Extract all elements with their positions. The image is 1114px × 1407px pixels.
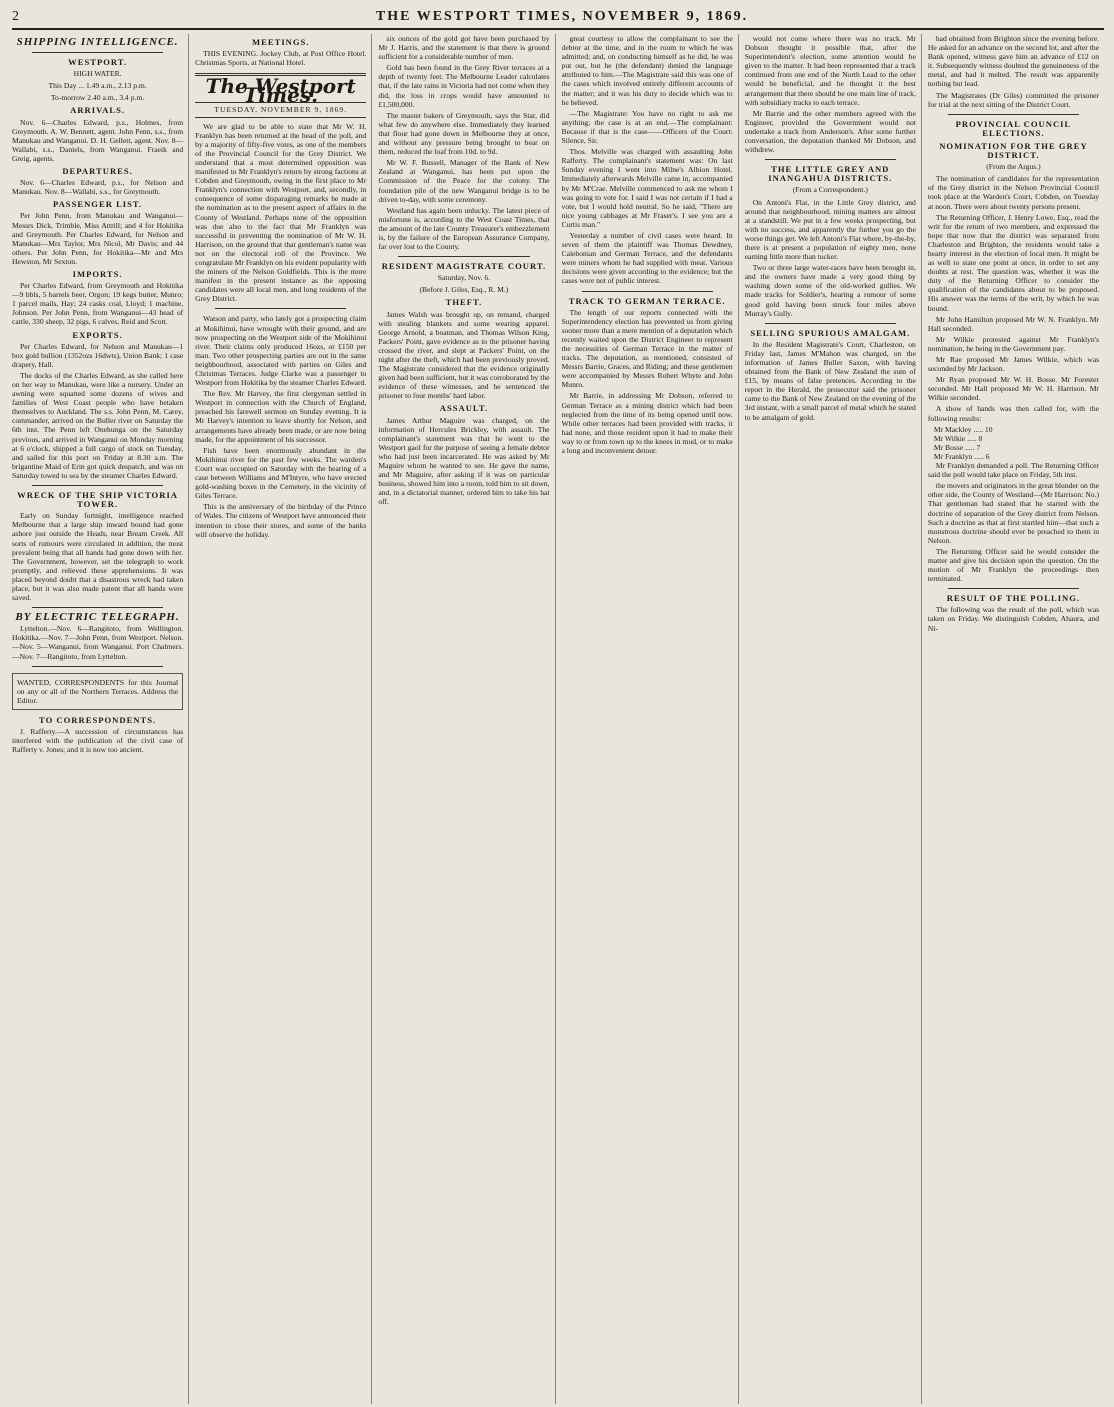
proposed-text: Mr John Hamilton proposed Mr W. N. Franklyn. Mr Hall seconded. (927, 314, 1100, 333)
exports-heading: EXPORTS. (72, 329, 123, 340)
col4-continued: great courtesy to allow the complainant to see the debtor at the time, and in the room to which he was admitted; and, on conducting himself as he did, he was put out, but he (the defendant) denied the language attributed to him.—The Magistrate said this was one of the cases which involved entirely different accounts of the matter; and it was his duty to decide which was to be believed. (561, 34, 733, 107)
council-heading: PROVINCIAL COUNCIL ELECTIONS. (955, 118, 1072, 138)
masthead-title: THE WESTPORT TIMES, NOVEMBER 9, 1869. (375, 9, 749, 24)
col6-bank: had obtained from Brighton since the evening before. He asked for an advance on the second lot, and after the Bank opened, witness gave him an advance of £12 on it. Subsequently witness doubted the genuineness of the metal, and had it melted. The result was apparently nothing but lead. (927, 34, 1100, 89)
column-3 (378, 34, 555, 1404)
rae-text: Mr Rae proposed Mr James Wilkie, which was seconded by Mr Jackson. (927, 355, 1100, 374)
track-heading: TRACK TO GERMAN TERRACE. (568, 295, 726, 306)
from-argus: (From the Argus.) (986, 162, 1041, 172)
officer-text: The Returning Officer, J. Henry Lowe, Esq., read the writ for the return of two members, and expressed the hope that now that the district was separated from Charleston and Brighton, the residents would take a hearty interest in the election of local men. It might be as well to state one point at once, in order to set any doubts at rest. The question was, whether it was the duty of the Returning Officer to consider the qualification of the candidates about to be proposed. His answer was the terms of the writ, by which he was bound. (927, 212, 1100, 313)
passenger-heading: PASSENGER LIST. (52, 199, 143, 210)
tally-row: Mr Franklyn ..... 6 (933, 451, 990, 461)
show-hands-text: A show of hands was then called for, with the following results: (927, 404, 1100, 423)
tally-row: Mr Bosse ..... 7 (933, 442, 981, 452)
little-grey-text: On Antoni's Flat, in the Little Grey district, and around that neighbourhood, mining matters are almost at a standstill. We put in a few weeks prospecting, but with no success, and apparently the further you go the worse things get. We left Antoni's Flat where, by-the-by, there is at present a population of eighty men, none earning little more than tucker. (744, 197, 916, 262)
wreck-text: Early on Sunday fortnight, intelligence reached Melbourne that a large ship inward bound had gone ashore just outside the Heads, near Bream Creek. All sorts of rumours were circulated in addition, the most prevalent being that all hands had gone down with her. The Government, however, set the telegraph to work promptly, and relieved these apprehensions. It was placed beyond doubt that a disastrous wreck had taken place, but it was also made patent that all hands were saved. (12, 511, 184, 603)
returning-text: The Returning Officer said he would consider the matter and give his decision upon the question. On the motion of Mr Franklyn the proceedings then terminated. (927, 546, 1100, 584)
col3-prices: Gold has been found in the Grey River terraces at a depth of twenty feet. The Melbourne Leader calculates that, if the late rains in Victoria had not come when they did, the loss in crops would have amounted to £1,500,000. (378, 63, 550, 109)
court-date: Saturday, Nov. 6. (437, 273, 491, 283)
correspondents-heading: TO CORRESPONDENTS. (39, 714, 157, 725)
column-4 (562, 34, 739, 1404)
theft-text: James Walsh was brought up, on remand, charged with stealing blankets and some wearing apparel. George Arnold, a boatman, and Thomas Wilson King, Packers' Point, gave evidence as to the prisoner having crossed the river, and slept at Packers' Point, on the night after the theft, which had been previously proved. The Magistrate considered that the evidence originally given had been sufficient, but it was corroborated by the evidence of these witnesses, and he sentenced the prisoner to four months' hard labor. (378, 309, 550, 401)
spurious-text: In the Resident Magistrate's Court, Charleston, on Friday last, James M'Mahon was charged, on the information of James Buller Saxon, with having obtained from the Bank of New Zealand the sum of £15, by means of false pretences. According to the report in the Herald, the prosecutor said the prisoner came to the Bank of New Zealand on the evening of the 3rd instant, with a small parcel of metal which he stated to be amalgam of gold. (744, 339, 916, 422)
col3-commission: Mr W. F. Russell, Manager of the Bank of New Zealand at Wanganui, has been put upon the Commission of the Peace for the colony. The foundation pile of the new Wanganui bridge is to be driven to-day, with some ceremony. (378, 158, 550, 204)
arrivals-heading: ARRIVALS. (70, 105, 126, 116)
leader-article: We are glad to be able to state that Mr W. H. Franklyn has been returned at the head of the poll, and by a majority of fifty-five votes, as one of the members of the Provincial Council for the Grey District. We understand that a most determined opposition was manifested to Mr Franklyn's return by strong factions at Cobden and Greymouth, owing in the first place to Mr Franklyn's connection with Westport, and, secondly, in consequence of some disparaging remarks he made at the nomination as to the present aspect of affairs in the County of Westland. Perhaps none of the opposition was due also to the fact that Mr Franklyn was successful in preventing the nomination of Mr W. H. Harrison, on the ground that that gentleman's name was not on the electoral roll of the Province. We congratulate Mr Franklyn on his evident popularity with the miners of the Nelson Goldfields. This is the more manifest in the present instance as the opposing candidates were all local men, and long residents of the Grey District. (195, 121, 367, 304)
high-water-heading: HIGH WATER. (73, 69, 122, 79)
tide-today: This Day ... 1.49 a.m., 2.13 p.m. (48, 81, 147, 91)
assault-text: James Arthur Maguire was charged, on the information of Hercules Brickley, with assault. The complainant's statement was that he went to the Westport gaol for the purpose of seeing a female debtor who had just been incarcerated. He was asked by Mr Maguire whom he wanted to see. He gave the name, and Mr Maguire, after asking if it was on particular business, showed him into a room, told him to sit down, and, in a dictatorial manner, ordered him to take his hat off. (378, 415, 550, 507)
news-item-5: This is the anniversary of the birthday of the Prince of Wales. The citizens of Westport have announced their intention to close their stores, and some of the banks will observe the holiday. (195, 502, 367, 539)
col6-magistrates: The Magistrates (Dr Giles) committed the prisoner for trial at the next sitting of the District Court. (927, 90, 1100, 109)
col4-civil-cases: Yesterday a number of civil cases were heard. In seven of them the plaintiff was Thomas Dewdney, Calebonian and German Terrace, and the defendants were miners whom he had supplied with meat. Various decisions were given according to the evidence; but the cases were not of public interest. (561, 230, 733, 286)
little-grey-sub: (From a Correspondent.) (792, 185, 868, 195)
news-item-3: The Rev. Mr Harvey, the first clergyman settled in Westport in connection with the Church of England, preached his farewell sermon on Sunday evening. It is Mr Harvey's intention to leave shortly for Nelson, and arrangements have already been made, or are now being made, for the appointment of his successor. (195, 389, 367, 444)
imports-heading: IMPORTS. (72, 268, 123, 279)
result-heading: RESULT OF THE POLLING. (946, 593, 1081, 604)
wilkie-text: Mr Wilkie protested against Mr Franklyn's nomination, he being in the Government pay. (927, 334, 1100, 353)
passenger-text: Per John Penn, from Manukau and Wanganui—Messrs Dick, Trimble, Miss Attrill; and 4 for Hokitika and Greymouth. Per Charles Edward, for Nelson and Manukau—Mrs Taylor, Mrs Nicol, Mr Davis; and 44 others. Per John Penn, for Hokitika—Mr and Mrs Hewston, Mr Sexton. (12, 211, 184, 266)
shipping-news: The docks of the Charles Edward, as she called here on her way to Manukau, were like a nursery. Under an awning were squatted some dozens of wives and families of West Coast people who have betaken themselves to Auckland. The s.s. John Penn, M. Carey, commander, arrived on the Buller river on Saturday the 6th inst. The Penn left Onehunga on the Saturday previous, and arrived in Wanganui on Monday morning at 6 o'clock, shipped a full cargo of stock on Tuesday, and sailed for this port on Friday at 8.30 a.m. The brigantine Maid of Erin got quick despatch, and was on Saturday towed to sea by the steamer Charles Edward. (12, 370, 184, 480)
imports-text: Per Charles Edward, from Greymouth and Hokitika—9 bbls, 5 barrels beer, Orgon; 19 kegs butter, Munro; 1 parcel mails, Hay; 24 casks coal, Lloyd; 1 machine, Johnson. Per John Penn, from Wanganui—43 head of cattle, 330 sheep, 32 pigs, 6 calves, Reid and Scott. (12, 281, 184, 327)
harrison-text: Mr Ryan proposed Mr W. H. Bosse. Mr Forester seconded. Mr Hall proposed Mr W. H. Harrison. Mr Wilkie seconded. (927, 375, 1100, 403)
col4-magistrate: —The Magistrate: You have no right to ask me anything; the case is at an end.—The complainant: Because if that is the case——Officers of the Court: Silence, Sir. (561, 108, 733, 146)
little-grey-heading: THE LITTLE GREY AND INANGAHUA DISTRICTS. (768, 164, 893, 184)
exports-text: Per Charles Edward, for Nelson and Manukau—1 box gold bullion (1352ozs 16dwts), Union Bank; 1 case drapery, Hall. (12, 341, 184, 369)
col3-intro: six ounces of the gold got have been purchased by Mr J. Harris, and the statement is that there is ground sufficient for a considerable number of men. (378, 34, 550, 62)
track-text: The length of our reports connected with the Superintendency election has prevented us from giving sooner more than a mere mention of a deputation which recently waited upon the District Engineer to represent the necessities of German Terrace in the matter of tracks. The deputation, as mentioned, consisted of Messrs Barrie, Graces, and Riding; and these gentlemen were accompanied by Messrs Robert Whyte and John Munro. (561, 307, 733, 390)
tally-row: Mr Mackley ..... 10 (933, 424, 993, 434)
col3-westland: Westland has again been unlucky. The latest piece of misfortune is, according to the West Coast Times, that the amount of the late County Treasurer's embezzlement is, by the failure of the European Assurance Company, far over lost to the County. (378, 205, 550, 252)
tide-tomorrow: To-morrow 2.40 a.m., 3.4 p.m. (50, 93, 145, 103)
telegraph-heading: BY ELECTRIC TELEGRAPH. (15, 611, 180, 624)
franklyn-text: Mr Franklyn demanded a poll. The Returning Officer said the poll would take place on Friday, 5th inst. (927, 461, 1100, 480)
news-item-4: Fish have been enormously abundant in the Mokihinui river for the past few weeks. The warden's Court was occupied on Saturday with the hearing of a case between Williams and M'Intyre, who have erected gold-washing boxes in the Cemetery, in the vicinity of Giles Terrace. (195, 445, 367, 501)
telegraph-text: Lyttelton.—Nov. 6—Rangitoto, from Wellington. Hokitika.—Nov. 7—John Penn, from Westport. Nelson.—Nov. 5—Wanganui, from Wanganui. Port Chalmers.—Nov. 7—Rangitoto, from Lyttelton. (12, 624, 184, 661)
departures-heading: DEPARTURES. (62, 166, 133, 177)
news-item-2: Watson and party, who lately got a prospecting claim at Mokihinui, have wrought with their ground, and are now prospecting on the Westport side of the Mokihinui river. Their claims only produced 16ozs, or £150 per man. Two other prospecting parties are out in the same neighbourhood, associated with parties on Giles and Christmas Terraces. Judge Clarke was a passenger to Westport from Hokitika by the steamer Charles Edward. (195, 314, 367, 388)
court-before: (Before J. Giles, Esq., R. M.) (419, 285, 509, 295)
track-barrie: Mr Barrie, in addressing Mr Dobson, referred to German Terrace as a mining district which had been neglected from the time of its being opened until now. While other terraces had been provided with tracks, it had none, and those resident upon it had to make their way to or from town up to the knees in mud, or to make a long and inconvenient detour. (561, 391, 733, 456)
column-1 (12, 34, 189, 1404)
page-number: 2 (12, 9, 20, 24)
masthead (12, 6, 1104, 30)
paper-dateline: TUESDAY, NOVEMBER 9, 1869. (195, 102, 366, 117)
nomination-heading: NOMINATION FOR THE GREY DISTRICT. (939, 140, 1088, 161)
col5-agreed: Mr Barrie and the other members agreed with the Engineer, provided the Government would not undertake a track from Anderson's. After some further conversation, the deputation thanked Mr Dobson, and withdrew. (744, 108, 916, 155)
column-5 (745, 34, 922, 1404)
paper-name: The Westport Times. (205, 74, 356, 108)
meetings-text: THIS EVENING. Jockey Club, at Post Office Hotel. Christmas Sports, at National Hotel. (195, 49, 367, 68)
nomination-text: The nomination of candidates for the representation of the Grey district in the Nelson Provincial Council took place at the Warden's Court, Cobden, on Tuesday at noon. There were about twenty persons present. (927, 174, 1100, 211)
col3-bakers: The master bakers of Greymouth, says the Star, did what few do anywhere else. Immediately they learned that flour had gone down in Melbourne they at once, and without any pressure being brought to bear on them, reduced the loaf from 10d. to 9d. (378, 110, 550, 157)
correspondents-text: J. Rafferty.—A succession of circumstances has interfered with the publication of the civil case of Rafferty v. Jones; and it is now too ancient. (12, 727, 184, 755)
assault-heading: ASSAULT. (439, 403, 489, 414)
port-heading: WESTPORT. (68, 57, 128, 68)
arrivals-text: Nov. 6—Charles Edward, p.s., Holmes, from Greymouth. A. W. Bennett, agent. John Penn, s.s., from Manukau and Wanganui. D. H. Gellett, agent. Nov. 8—Wallabi, s.s., Daniels, from Wanganui. Fraeik and Greig, agents. (12, 117, 184, 163)
col5-dobson: would not come where there was no track. Mr Dobson thought it possible that, after the Superintendent's election, some attention would be given to the matter. It had been represented that a track continued from one end of the North Lead to the other would be beneficial, and he thought it the best arrangement that there should be one main line of track, with subsidiary tracks to each terrace. (744, 34, 916, 107)
meetings-heading: MEETINGS. (252, 37, 310, 47)
column-6 (928, 34, 1104, 1404)
movers-text: the movers and originators in the great blunder on the other side, the County of Westland—(Mr Harrison: No.) That gentleman had stated that he started with the doctrine of separation of the Grey district from Nelson. Such a doctrine as that at first startled him—that such a monstrous doctrine should ever be preached to them in Nelson. (927, 481, 1100, 545)
little-grey-more: Two or three large water-races have been brought in, and the owners have made a very good thing by washing down some of the old-worked gullies. We made tracks for Soldier's, hearing a rumour of some good gold having been struck four miles above Murray's Gully. (744, 263, 916, 318)
wanted-advert: WANTED, CORRESPONDENTS for this Journal on any or all of the Northern Terraces. Address the Editor. (12, 673, 183, 710)
result-text: The following was the result of the poll, which was taken on Friday. We distinguish Cobden, Ahaura, and Ni- (927, 605, 1100, 633)
tally-list (934, 425, 1099, 461)
spurious-heading: SELLING SPURIOUS AMALGAM. (750, 327, 911, 338)
theft-heading: THEFT. (445, 297, 483, 308)
col4-melville: Thos. Melville was charged with assaulting John Rafferty. The complainant's statement was: On last Sunday evening I went into Milne's Albion Hotel. Immediately afterwards Melville came in, accompanied by Mr M'Crae. Melville commenced to ask me whom I was going to vote for. I said I was not certain if I had a vote, but I would hold neutral. So he said, "There are nice young cabbages at Mr Fraser's. I see you are a Curtis man." (561, 147, 733, 229)
departures-text: Nov. 6—Charles Edward, p.s., for Nelson and Manukau. Nov. 8—Wallabi, s.s., for Greymouth. (12, 178, 184, 197)
shipping-heading: SHIPPING INTELLIGENCE. (16, 36, 179, 48)
court-heading: RESIDENT MAGISTRATE COURT. (381, 261, 547, 272)
tally-row: Mr Wilkie ..... 8 (933, 433, 983, 443)
wreck-heading: WRECK OF THE SHIP VICTORIA TOWER. (17, 490, 178, 510)
column-2 (195, 34, 372, 1404)
